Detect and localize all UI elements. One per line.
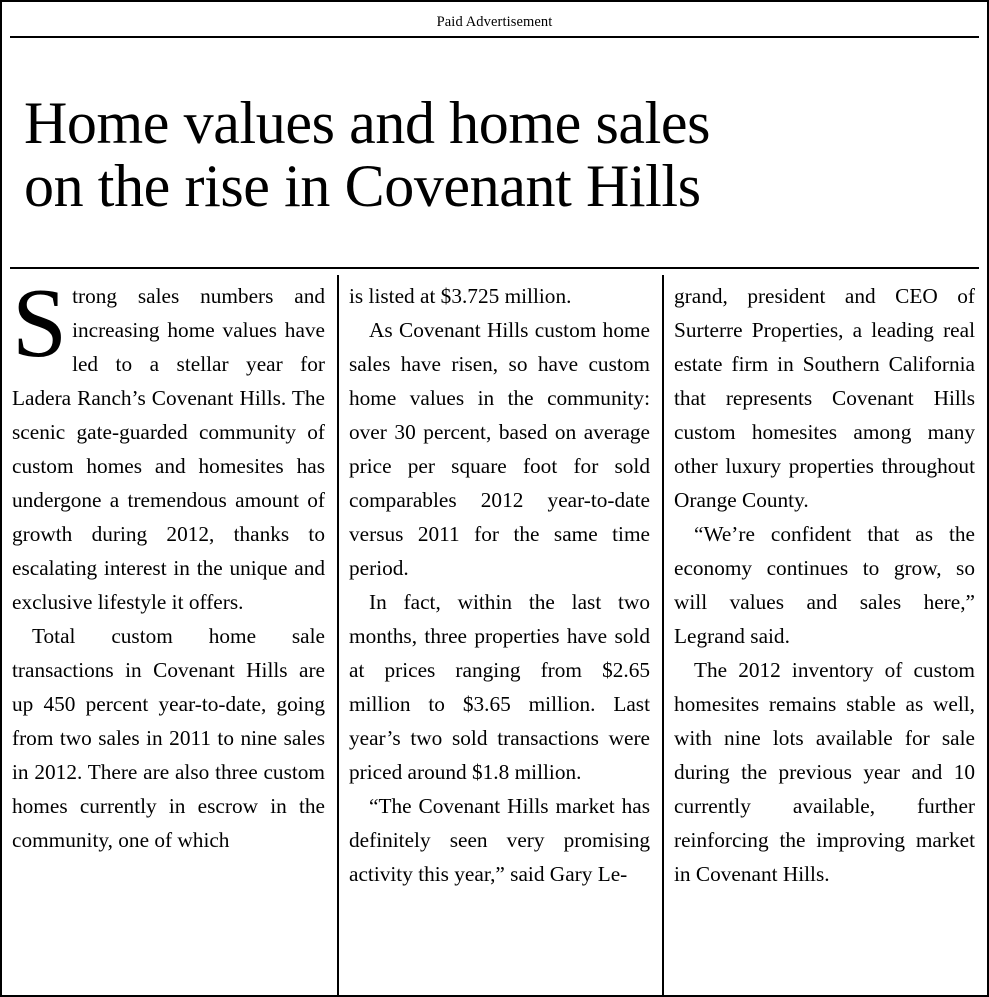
paragraph: The 2012 inventory of custom homesites remains stable as well, with nine lots available for sale during the previous year and 10 currently available, further reinforcing the improving market in Covenant Hills. <box>674 658 975 887</box>
article-columns <box>2 269 987 997</box>
paragraph: In fact, within the last two months, three properties have sold at prices ranging from $2.65 million to $3.65 million. Last year’s two sold transactions were priced around $1.8 million. <box>349 590 650 785</box>
paragraph <box>12 269 325 619</box>
top-rule <box>10 36 979 38</box>
paragraph: “We’re confident that as the economy continues to grow, so will values and sales here,” Legrand said. <box>674 522 975 649</box>
article-column-1 <box>12 269 325 997</box>
headline-line-1: Home values and home sales <box>24 90 711 157</box>
page-title <box>2 78 987 227</box>
paragraph: “The Covenant Hills market has definitely seen very promising activity this year,” said Gary Le- <box>349 794 650 887</box>
article-column-3 <box>662 269 975 997</box>
paragraph: grand, president and CEO of Surterre Properties, a leading real estate firm in Southern California that represents Covenant Hills custom homesites among many other luxury properties throughout Orange County. <box>674 284 975 513</box>
drop-cap: S <box>12 269 68 379</box>
paragraph: As Covenant Hills custom home sales have risen, so have custom home values in the community: over 30 percent, based on average price per square foot for sold comparables 2012 year-to-date versus 2011 for the same time period. <box>349 318 650 581</box>
headline-line-2: on the rise in Covenant Hills <box>24 152 701 219</box>
paragraph: Total custom home sale transactions in Covenant Hills are up 450 percent year-to-date, going from two sales in 2011 to nine sales in 2012. There are also three custom homes currently in escrow in the community, one of which <box>12 624 325 853</box>
article-column-2 <box>337 269 650 997</box>
paragraph: is listed at $3.725 million. <box>349 284 572 309</box>
paragraph-text: trong sales numbers and increasing home values have led to a stellar year for Ladera Ranch’s Covenant Hills. The scenic gate-guarded community of custom homes and homesites has undergone a tremendous amount of growth during 2012, thanks to escalating interest in the unique and exclusive lifestyle it offers. <box>12 284 325 615</box>
paid-advertisement-kicker: Paid Advertisement <box>436 14 553 30</box>
